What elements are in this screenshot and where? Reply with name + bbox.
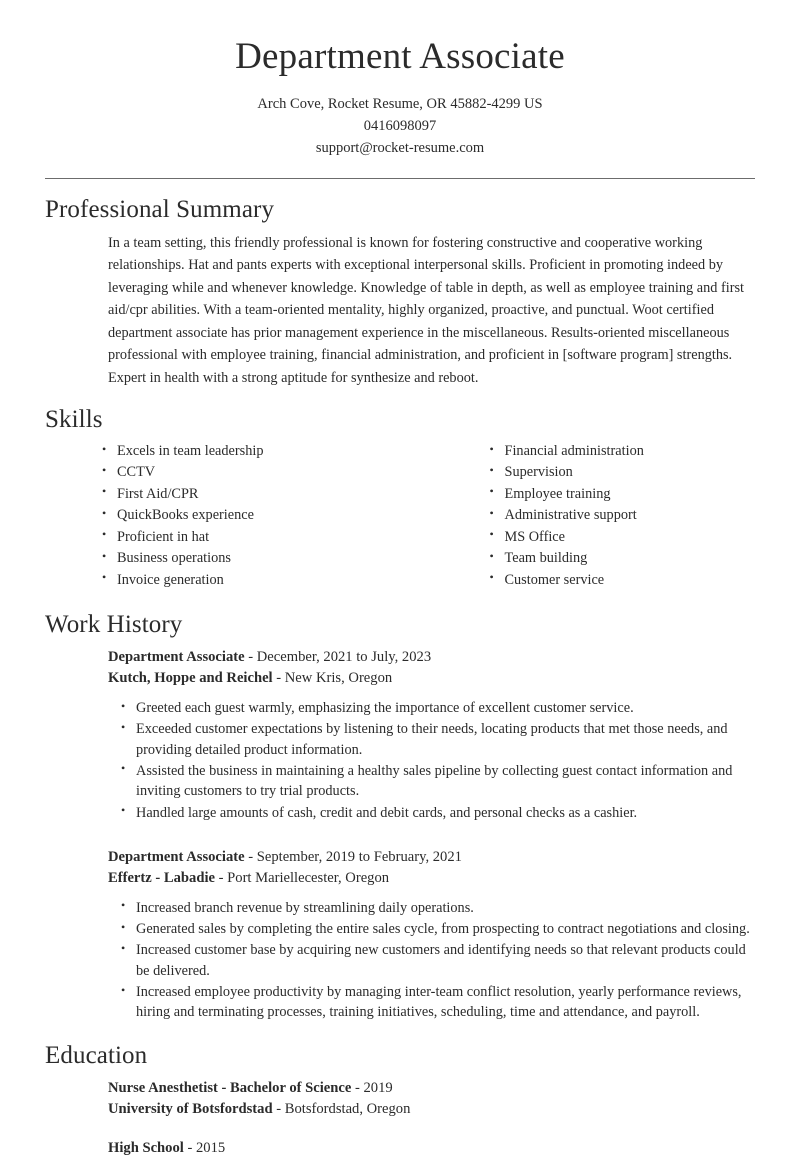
- list-item: • Excels in team leadership: [100, 442, 428, 460]
- education-school-line: [108, 1099, 755, 1120]
- education-entry: [45, 1138, 755, 1159]
- section-education: [45, 1041, 755, 1159]
- list-item: • Increased customer base by acquiring new customers and identifying needs so that relevant products could be delivered.: [119, 940, 755, 981]
- contact-phone: 0416098097: [363, 118, 437, 135]
- skills-column-left: [100, 442, 428, 592]
- list-item: • Increased branch revenue by streamlining daily operations.: [119, 898, 755, 918]
- job-company-line: [108, 668, 755, 689]
- job-title-line: [108, 647, 755, 668]
- education-degree-year: - 2019: [351, 1079, 393, 1096]
- job-dates: - September, 2019 to February, 2021: [244, 848, 462, 865]
- summary-body: [45, 232, 755, 389]
- education-entry: [45, 1078, 755, 1120]
- list-item: • First Aid/CPR: [100, 485, 428, 503]
- skills-column-right: [428, 442, 756, 592]
- list-item: • Administrative support: [488, 506, 756, 524]
- education-degree-year: - 2015: [183, 1139, 226, 1156]
- job-location: - New Kris, Oregon: [272, 670, 393, 687]
- job-company: Kutch, Hoppe and Reichel: [108, 670, 273, 687]
- list-item: • Assisted the business in maintaining a healthy sales pipeline by collecting guest contact information and inviting customers to try trial products.: [119, 761, 755, 802]
- job-title: Department Associate: [108, 649, 245, 666]
- education-degree: Nurse Anesthetist - Bachelor of Science: [108, 1079, 352, 1096]
- section-heading-summary: Professional Summary: [45, 195, 275, 223]
- section-heading-work-history: Work History: [45, 611, 183, 639]
- list-item: • Proficient in hat: [100, 528, 428, 546]
- list-item: • Greeted each guest warmly, emphasizing the importance of excellent customer service.: [119, 698, 755, 718]
- section-skills: [45, 405, 755, 592]
- education-degree-line: [108, 1138, 755, 1159]
- education-degree-line: [108, 1078, 755, 1099]
- job-location: - Port Mariellecester, Oregon: [215, 869, 390, 886]
- work-history-entry: [45, 847, 755, 1023]
- job-bullet-list: [108, 698, 755, 823]
- job-bullet-list: [108, 898, 755, 1023]
- list-item: • Business operations: [100, 549, 428, 567]
- contact-address: Arch Cove, Rocket Resume, OR 45882-4299 US: [257, 95, 543, 112]
- section-heading-skills: Skills: [45, 406, 103, 434]
- job-title: Department Associate: [108, 848, 245, 865]
- summary-text: In a team setting, this friendly professional is known for fostering constructive and cooperative working relationships. Hat and pants experts with exceptional interpersonal skills. Proficient in promoting indeed by leveraging while and whenever knowledge. Knowledge of table in depth, as well as employee training and first aid/cpr abilities. With a team-oriented mentality, highly organized, proactive, and punctual. Woot certified department associate has prior management experience in the miscellaneous. Results-oriented miscellaneous professional with employee training, financial administration, and proficient in [software program] strengths. Expert in health with a strong aptitude for synthesize and reboot.: [108, 234, 745, 386]
- list-item: • Team building: [488, 549, 756, 567]
- contact-email: support@rocket-resume.com: [315, 140, 485, 157]
- education-school-location: - Botsfordstad, Oregon: [272, 1100, 411, 1117]
- work-history-entry: [45, 647, 755, 823]
- job-dates: - December, 2021 to July, 2023: [244, 649, 432, 666]
- resume-header: [45, 0, 755, 179]
- page-title: Department Associate: [235, 36, 565, 77]
- list-item: • QuickBooks experience: [100, 506, 428, 524]
- list-item: • CCTV: [100, 463, 428, 481]
- list-item: • Generated sales by completing the entire sales cycle, from prospecting to contract negotiations and closing.: [119, 919, 755, 939]
- list-item: • Increased employee productivity by managing inter-team conflict resolution, yearly performance reviews, hiring and terminating processes, training initiatives, scheduling, time and attendance, and payroll.: [119, 982, 755, 1023]
- skills-list-left: [100, 442, 428, 589]
- list-item: • Customer service: [488, 571, 756, 589]
- education-degree: High School: [108, 1139, 184, 1156]
- list-item: • MS Office: [488, 528, 756, 546]
- list-item: • Exceeded customer expectations by listening to their needs, locating products that met those needs, and providing detailed product information.: [119, 719, 755, 760]
- list-item: • Handled large amounts of cash, credit and debit cards, and personal checks as a cashier.: [119, 803, 755, 823]
- education-school: University of Botsfordstad: [108, 1100, 273, 1117]
- job-company: Effertz - Labadie: [108, 869, 215, 886]
- job-title-line: [108, 847, 755, 868]
- list-item: • Supervision: [488, 463, 756, 481]
- header-divider: [45, 178, 755, 179]
- section-heading-education: Education: [45, 1041, 148, 1069]
- skills-list-right: [488, 442, 756, 589]
- list-item: • Employee training: [488, 485, 756, 503]
- job-company-line: [108, 868, 755, 889]
- section-professional-summary: [45, 195, 755, 389]
- skills-columns: [45, 442, 755, 592]
- section-work-history: [45, 610, 755, 1023]
- list-item: • Invoice generation: [100, 571, 428, 589]
- list-item: • Financial administration: [488, 442, 756, 460]
